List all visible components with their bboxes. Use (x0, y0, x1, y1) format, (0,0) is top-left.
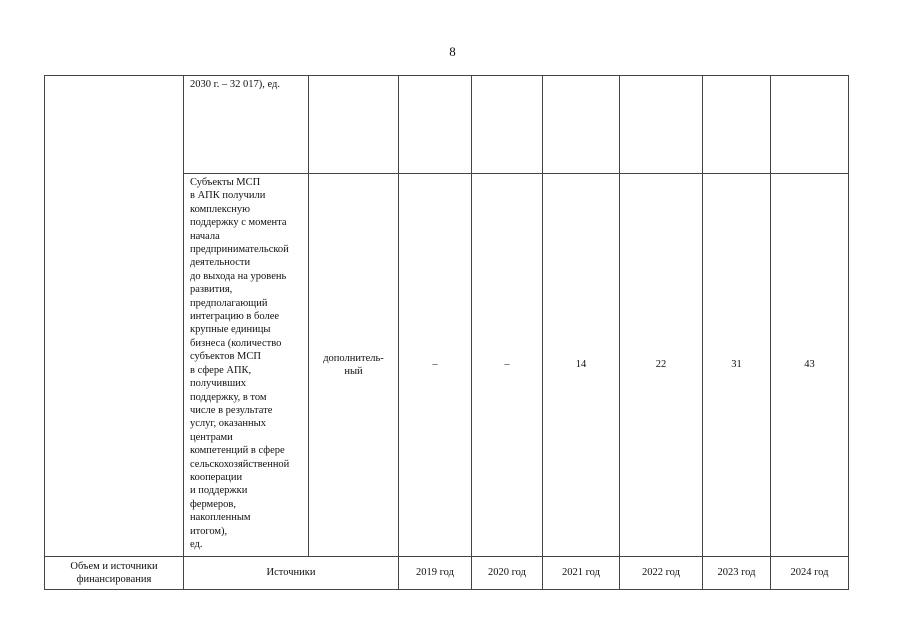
table-row (45, 76, 849, 174)
indicator-type-cell (309, 76, 399, 174)
year-header-2024: 2024 год (771, 557, 849, 590)
section-label-cell (45, 76, 184, 557)
value-cell-2020 (472, 76, 543, 174)
indicator-cell: 2030 г. – 32 017), ед. (184, 76, 309, 174)
year-header-2023: 2023 год (703, 557, 771, 590)
value-cell-2019 (399, 76, 472, 174)
value-cell-2019: – (399, 174, 472, 557)
year-header-2021: 2021 год (543, 557, 620, 590)
year-header-2020: 2020 год (472, 557, 543, 590)
page-number: 8 (449, 44, 456, 59)
value-cell-2023 (703, 76, 771, 174)
table-row (45, 557, 849, 590)
funding-label-cell: Объем и источники финансирования (45, 557, 184, 590)
value-cell-2020: – (472, 174, 543, 557)
value-cell-2022: 22 (620, 174, 703, 557)
year-header-2022: 2022 год (620, 557, 703, 590)
value-cell-2022 (620, 76, 703, 174)
value-cell-2024 (771, 76, 849, 174)
year-header-2019: 2019 год (399, 557, 472, 590)
indicator-type-cell: дополнитель- ный (309, 174, 399, 557)
indicators-table (44, 75, 849, 590)
value-cell-2024: 43 (771, 174, 849, 557)
value-cell-2021 (543, 76, 620, 174)
value-cell-2023: 31 (703, 174, 771, 557)
sources-header-cell: Источники (184, 557, 399, 590)
indicator-cell: Субъекты МСП в АПК получили комплексную поддержку с момента начала предпринимательской деятельности до выхода на уровень развития, предполагающий интеграцию в более крупные единицы бизнеса (количество субъектов МСП в сфере АПК, получивших поддержку, в том числе в результате услуг, оказанных центрами компетенций в сфере сельскохозяйственной кооперации и поддержки фермеров, накопленным итогом), ед. (184, 174, 309, 557)
value-cell-2021: 14 (543, 174, 620, 557)
